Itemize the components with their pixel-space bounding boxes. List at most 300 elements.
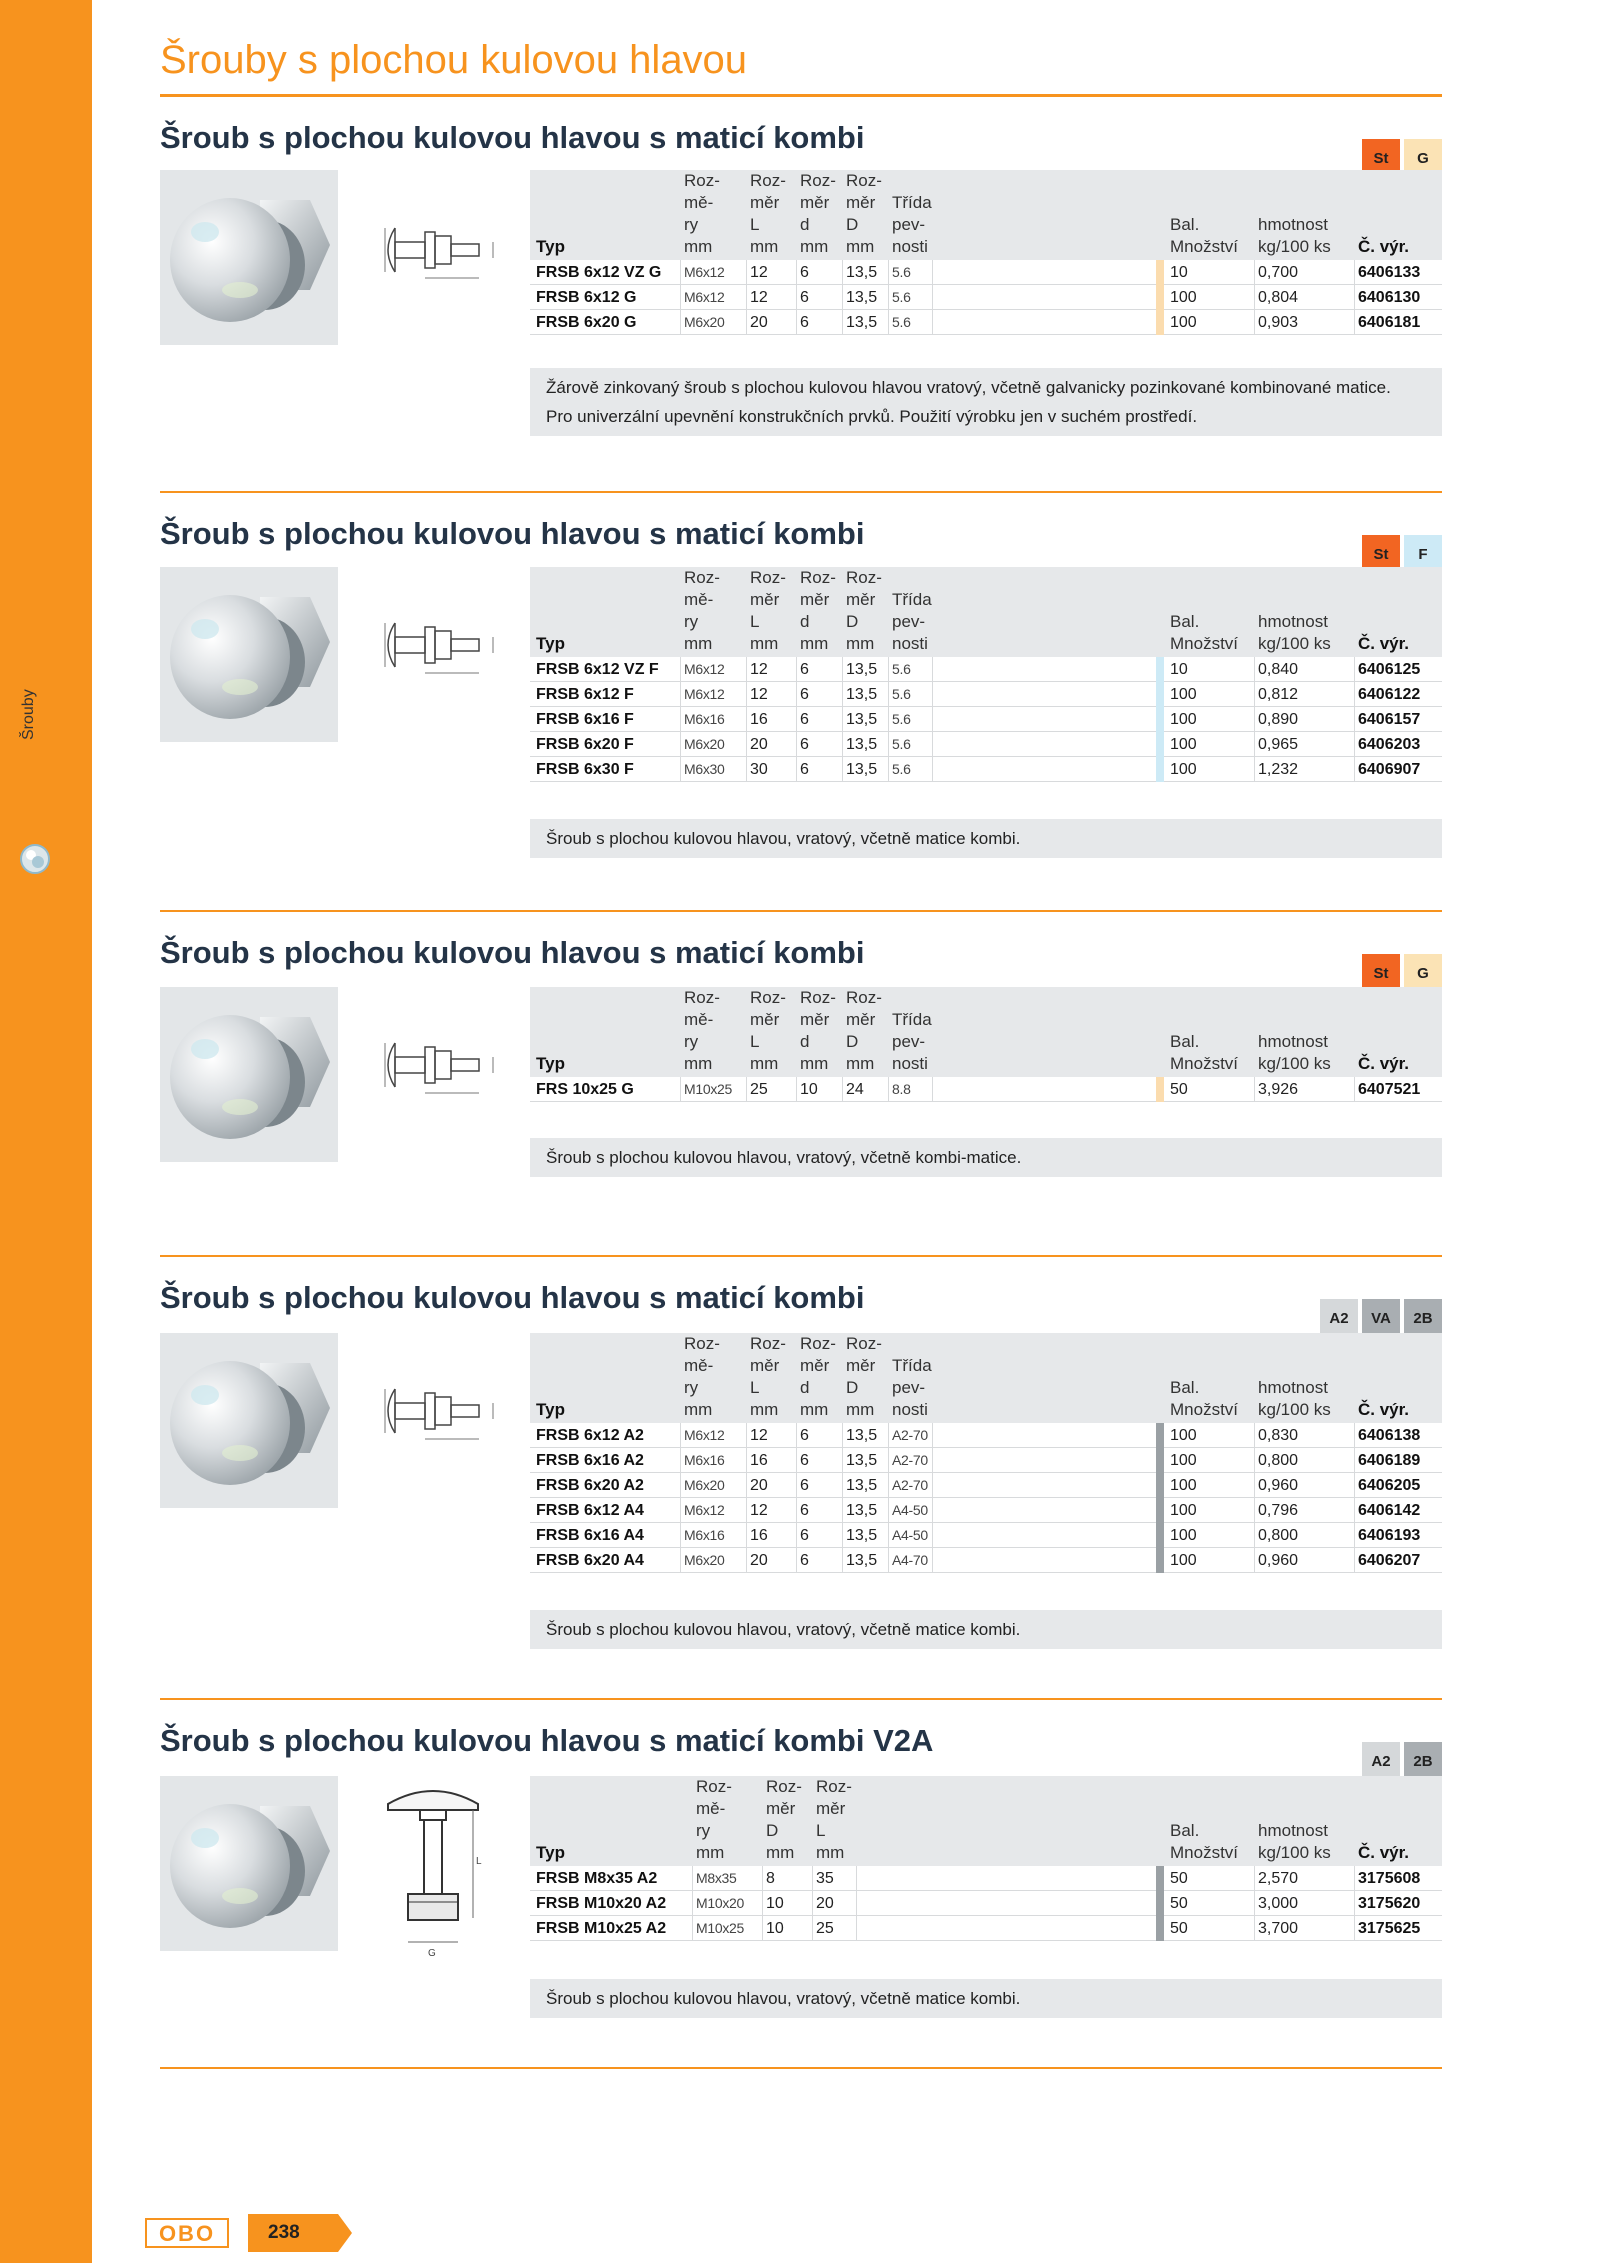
table-header bbox=[530, 1776, 1442, 1866]
column-divider bbox=[932, 285, 933, 310]
header-line: nosti bbox=[892, 1400, 928, 1419]
header-line: Roz- bbox=[846, 171, 882, 190]
cell-typ: FRSB M10x25 A2 bbox=[536, 1920, 667, 1937]
column-divider bbox=[680, 1423, 681, 1448]
header-line: kg/100 ks bbox=[1258, 1843, 1331, 1862]
cell-rozmery: M6x12 bbox=[684, 289, 725, 305]
cell-baleni: 100 bbox=[1170, 711, 1197, 728]
header-hmotnost bbox=[1258, 1377, 1331, 1421]
cell-d: 6 bbox=[800, 314, 809, 331]
column-divider bbox=[1354, 1473, 1355, 1498]
cell-baleni: 50 bbox=[1170, 1870, 1188, 1887]
product-table bbox=[530, 567, 1442, 782]
header-line: Bal. bbox=[1170, 612, 1200, 631]
header-line: hmotnost bbox=[1258, 1032, 1328, 1051]
cell-L: 20 bbox=[750, 1477, 768, 1494]
table-row bbox=[530, 285, 1442, 310]
column-divider bbox=[932, 1423, 933, 1448]
header-line: Roz- bbox=[846, 988, 882, 1007]
cell-hmotnost: 0,700 bbox=[1258, 264, 1299, 281]
header-line: pev- bbox=[892, 612, 926, 631]
cell-trida: A4-70 bbox=[892, 1552, 928, 1568]
header-line: ry bbox=[696, 1821, 711, 1840]
header-line: kg/100 ks bbox=[1258, 634, 1331, 653]
header-line: D bbox=[846, 1032, 859, 1051]
cell-d: 6 bbox=[800, 1527, 809, 1544]
cell-typ: FRSB 6x20 A4 bbox=[536, 1552, 644, 1569]
header-line: Roz- bbox=[846, 1334, 882, 1353]
technical-drawing-icon bbox=[365, 220, 525, 280]
table-row bbox=[530, 1423, 1442, 1448]
cell-typ: FRSB 6x12 A4 bbox=[536, 1502, 644, 1519]
product-photo bbox=[160, 1776, 338, 1951]
column-divider bbox=[746, 1523, 747, 1548]
column-divider bbox=[888, 682, 889, 707]
header-line: mě- bbox=[684, 590, 714, 609]
column-divider bbox=[932, 732, 933, 757]
product-note bbox=[530, 1138, 1442, 1177]
cell-typ: FRSB 6x12 VZ F bbox=[536, 661, 659, 678]
product-note bbox=[530, 819, 1442, 858]
header-line: Roz- bbox=[766, 1777, 802, 1796]
material-badge: A2 bbox=[1362, 1742, 1400, 1780]
table-row bbox=[530, 1866, 1442, 1891]
header-line: Typ bbox=[536, 634, 565, 653]
column-divider bbox=[1254, 1423, 1255, 1448]
product-photo-icon bbox=[160, 1333, 338, 1508]
cell-D: 13,5 bbox=[846, 264, 878, 281]
svg-text:G: G bbox=[428, 1948, 436, 1959]
finish-stripe bbox=[1156, 1523, 1164, 1548]
cell-d: 6 bbox=[800, 661, 809, 678]
cell-d: 6 bbox=[800, 761, 809, 778]
technical-drawing-icon bbox=[365, 615, 525, 675]
cell-d: 6 bbox=[800, 1477, 809, 1494]
column-divider bbox=[1254, 657, 1255, 682]
header-typ bbox=[536, 633, 565, 655]
cell-hmotnost: 2,570 bbox=[1258, 1870, 1299, 1887]
header-d bbox=[800, 567, 836, 655]
column-divider bbox=[746, 732, 747, 757]
cell-D: 24 bbox=[846, 1081, 864, 1098]
header-line: Č. výr. bbox=[1358, 1054, 1410, 1073]
section-title: Šroub s plochou kulovou hlavou s maticí kombi bbox=[160, 516, 865, 551]
column-divider bbox=[680, 1077, 681, 1102]
cell-trida: 8.8 bbox=[892, 1081, 911, 1097]
cell-trida: A2-70 bbox=[892, 1427, 928, 1443]
column-divider bbox=[796, 682, 797, 707]
cell-baleni: 100 bbox=[1170, 1527, 1197, 1544]
header-line: Typ bbox=[536, 1054, 565, 1073]
cell-D: 8 bbox=[766, 1870, 775, 1887]
cell-trida: 5.6 bbox=[892, 264, 911, 280]
table-row bbox=[530, 1523, 1442, 1548]
header-L bbox=[750, 170, 786, 258]
column-divider bbox=[1254, 1891, 1255, 1916]
product-photo-icon bbox=[160, 987, 338, 1162]
header-line: kg/100 ks bbox=[1258, 1054, 1331, 1073]
header-line: D bbox=[766, 1821, 779, 1840]
header-line: měr bbox=[846, 590, 876, 609]
header-cislo-vyrobku bbox=[1358, 1842, 1409, 1864]
column-divider bbox=[680, 707, 681, 732]
cell-typ: FRSB M10x20 A2 bbox=[536, 1895, 667, 1912]
cell-d: 6 bbox=[800, 686, 809, 703]
column-divider bbox=[762, 1891, 763, 1916]
header-line: mm bbox=[846, 634, 875, 653]
header-L bbox=[750, 1333, 786, 1421]
cell-baleni: 100 bbox=[1170, 1477, 1197, 1494]
cell-trida: 5.6 bbox=[892, 661, 911, 677]
svg-text:L: L bbox=[476, 1856, 482, 1867]
column-divider bbox=[680, 1523, 681, 1548]
column-divider bbox=[796, 1523, 797, 1548]
page-number-tab bbox=[248, 2214, 352, 2252]
product-note bbox=[530, 1979, 1442, 2018]
column-divider bbox=[842, 1548, 843, 1573]
header-typ bbox=[536, 1842, 565, 1864]
header-line: hmotnost bbox=[1258, 215, 1328, 234]
cell-cislo-vyrobku: 6406130 bbox=[1358, 289, 1421, 306]
header-line: měr bbox=[816, 1799, 846, 1818]
header-cislo-vyrobku bbox=[1358, 1053, 1409, 1075]
cell-d: 6 bbox=[800, 1552, 809, 1569]
column-divider bbox=[1254, 1448, 1255, 1473]
column-divider bbox=[680, 682, 681, 707]
cell-cislo-vyrobku: 6406189 bbox=[1358, 1452, 1421, 1469]
cell-trida: A2-70 bbox=[892, 1452, 928, 1468]
technical-drawing bbox=[365, 220, 525, 285]
table-row bbox=[530, 732, 1442, 757]
cell-d: 6 bbox=[800, 1502, 809, 1519]
cell-hmotnost: 0,903 bbox=[1258, 314, 1299, 331]
header-line: hmotnost bbox=[1258, 1821, 1328, 1840]
header-line: D bbox=[846, 215, 859, 234]
column-divider bbox=[888, 1423, 889, 1448]
page-number: 238 bbox=[268, 2222, 300, 2243]
cell-cislo-vyrobku: 6407521 bbox=[1358, 1081, 1421, 1098]
finish-stripe bbox=[1156, 1866, 1164, 1891]
header-line: Typ bbox=[536, 1400, 565, 1419]
note-line: Pro univerzální upevnění konstrukčních prvků. Použití výrobku jen v suchém prostředí. bbox=[546, 407, 1198, 426]
header-line: ry bbox=[684, 1032, 699, 1051]
column-divider bbox=[842, 1423, 843, 1448]
header-line: Množství bbox=[1170, 1400, 1239, 1419]
column-divider bbox=[932, 1498, 933, 1523]
column-divider bbox=[1254, 1523, 1255, 1548]
header-line: měr bbox=[800, 1010, 830, 1029]
header-L bbox=[750, 987, 786, 1075]
cell-L: 30 bbox=[750, 761, 768, 778]
column-divider bbox=[746, 310, 747, 335]
column-divider bbox=[1354, 1523, 1355, 1548]
cell-rozmery: M6x20 bbox=[684, 1552, 725, 1568]
column-divider bbox=[692, 1866, 693, 1891]
header-line: d bbox=[800, 215, 810, 234]
header-D bbox=[846, 170, 882, 258]
header-line: Roz- bbox=[684, 1334, 720, 1353]
column-divider bbox=[746, 1423, 747, 1448]
cell-cislo-vyrobku: 6406133 bbox=[1358, 264, 1421, 281]
column-divider bbox=[842, 1498, 843, 1523]
column-divider bbox=[746, 1448, 747, 1473]
header-d bbox=[800, 1333, 836, 1421]
header-line: měr bbox=[750, 1010, 780, 1029]
cell-hmotnost: 3,700 bbox=[1258, 1920, 1299, 1937]
header-baleni bbox=[1170, 214, 1238, 258]
header-line: měr bbox=[846, 193, 876, 212]
cell-d: 6 bbox=[800, 289, 809, 306]
table-row bbox=[530, 757, 1442, 782]
header-line: nosti bbox=[892, 634, 928, 653]
column-divider bbox=[842, 657, 843, 682]
header-line: kg/100 ks bbox=[1258, 237, 1331, 256]
column-divider bbox=[746, 657, 747, 682]
column-divider bbox=[1254, 1866, 1255, 1891]
column-divider bbox=[746, 757, 747, 782]
cell-cislo-vyrobku: 6406138 bbox=[1358, 1427, 1421, 1444]
column-divider bbox=[812, 1891, 813, 1916]
column-divider bbox=[680, 757, 681, 782]
header-line: L bbox=[816, 1821, 826, 1840]
material-badge: 2B bbox=[1404, 1742, 1442, 1780]
cell-L: 16 bbox=[750, 1452, 768, 1469]
product-photo-icon bbox=[160, 170, 338, 345]
header-line: mm bbox=[750, 634, 779, 653]
note-line: Šroub s plochou kulovou hlavou, vratový, včetně matice kombi. bbox=[546, 1620, 1021, 1639]
header-line: měr bbox=[846, 1356, 876, 1375]
header-line: L bbox=[750, 1378, 760, 1397]
cell-cislo-vyrobku: 6406181 bbox=[1358, 314, 1421, 331]
column-divider bbox=[1254, 310, 1255, 335]
header-line: Typ bbox=[536, 237, 565, 256]
column-divider bbox=[842, 707, 843, 732]
header-trida bbox=[892, 192, 932, 258]
section-divider bbox=[160, 910, 1442, 912]
table-row bbox=[530, 657, 1442, 682]
column-divider bbox=[888, 1548, 889, 1573]
cell-typ: FRSB 6x12 A2 bbox=[536, 1427, 644, 1444]
svg-text:OBO: OBO bbox=[158, 2221, 216, 2246]
header-line: měr bbox=[800, 590, 830, 609]
finish-stripe bbox=[1156, 682, 1164, 707]
header-line: Č. výr. bbox=[1358, 634, 1410, 653]
header-line: Roz- bbox=[800, 988, 836, 1007]
header-rozmery bbox=[684, 170, 720, 258]
header-line: měr bbox=[750, 1356, 780, 1375]
section-divider bbox=[160, 491, 1442, 493]
column-divider bbox=[1254, 1077, 1255, 1102]
technical-drawing-icon bbox=[365, 1035, 525, 1095]
header-line: Roz- bbox=[696, 1777, 732, 1796]
cell-L: 20 bbox=[750, 314, 768, 331]
header-line: mě- bbox=[684, 193, 714, 212]
header-line: mm bbox=[846, 237, 875, 256]
screw-category-icon bbox=[18, 842, 52, 876]
column-divider bbox=[932, 707, 933, 732]
header-line: Roz- bbox=[750, 1334, 786, 1353]
column-divider bbox=[796, 1423, 797, 1448]
column-divider bbox=[888, 310, 889, 335]
header-trida bbox=[892, 1009, 932, 1075]
technical-drawing bbox=[365, 615, 525, 680]
header-line: d bbox=[800, 1378, 810, 1397]
header-hmotnost bbox=[1258, 214, 1331, 258]
bottom-divider bbox=[160, 2067, 1442, 2069]
column-divider bbox=[1254, 1498, 1255, 1523]
cell-cislo-vyrobku: 6406907 bbox=[1358, 761, 1421, 778]
material-badge: St bbox=[1362, 954, 1400, 992]
header-d bbox=[800, 170, 836, 258]
column-divider bbox=[932, 1523, 933, 1548]
column-divider bbox=[888, 1523, 889, 1548]
column-divider bbox=[1354, 657, 1355, 682]
cell-baleni: 100 bbox=[1170, 314, 1197, 331]
product-section bbox=[160, 910, 1442, 1168]
header-line: Roz- bbox=[684, 988, 720, 1007]
column-divider bbox=[842, 1523, 843, 1548]
header-D bbox=[846, 567, 882, 655]
header-line: Bal. bbox=[1170, 1378, 1200, 1397]
column-divider bbox=[888, 757, 889, 782]
header-line: Množství bbox=[1170, 1843, 1239, 1862]
column-divider bbox=[796, 1077, 797, 1102]
section-divider bbox=[160, 1698, 1442, 1700]
cell-hmotnost: 3,000 bbox=[1258, 1895, 1299, 1912]
cell-D: 10 bbox=[766, 1920, 784, 1937]
cell-baleni: 10 bbox=[1170, 661, 1188, 678]
finish-stripe bbox=[1156, 757, 1164, 782]
cell-rozmery: M6x20 bbox=[684, 736, 725, 752]
column-divider bbox=[746, 285, 747, 310]
finish-stripe bbox=[1156, 1473, 1164, 1498]
column-divider bbox=[842, 1448, 843, 1473]
table-header bbox=[530, 567, 1442, 657]
column-divider bbox=[932, 310, 933, 335]
cell-d: 6 bbox=[800, 736, 809, 753]
cell-L: 20 bbox=[750, 1552, 768, 1569]
header-line: d bbox=[800, 612, 810, 631]
header-trida bbox=[892, 589, 932, 655]
cell-baleni: 50 bbox=[1170, 1895, 1188, 1912]
header-line: L bbox=[750, 612, 760, 631]
cell-baleni: 50 bbox=[1170, 1081, 1188, 1098]
column-divider bbox=[888, 1077, 889, 1102]
header-line: mě- bbox=[696, 1799, 726, 1818]
page-title: Šrouby s plochou kulovou hlavou bbox=[160, 38, 748, 82]
column-divider bbox=[796, 707, 797, 732]
header-L bbox=[750, 567, 786, 655]
finish-stripe bbox=[1156, 1916, 1164, 1941]
column-divider bbox=[842, 757, 843, 782]
finish-stripe bbox=[1156, 1498, 1164, 1523]
cell-D: 13,5 bbox=[846, 1452, 878, 1469]
header-line: mm bbox=[800, 634, 829, 653]
cell-L: 35 bbox=[816, 1870, 834, 1887]
table-row bbox=[530, 1498, 1442, 1523]
header-line: Roz- bbox=[800, 171, 836, 190]
column-divider bbox=[888, 285, 889, 310]
section-divider bbox=[160, 95, 1442, 97]
cell-D: 13,5 bbox=[846, 1477, 878, 1494]
material-badge: VA bbox=[1362, 1299, 1400, 1337]
column-divider bbox=[680, 732, 681, 757]
header-d bbox=[800, 987, 836, 1075]
column-divider bbox=[1254, 682, 1255, 707]
product-photo-icon bbox=[160, 1776, 338, 1951]
column-divider bbox=[1354, 1498, 1355, 1523]
material-badge: A2 bbox=[1320, 1299, 1358, 1337]
product-table bbox=[530, 987, 1442, 1102]
header-baleni bbox=[1170, 1031, 1238, 1075]
cell-typ: FRSB 6x12 F bbox=[536, 686, 634, 703]
cell-cislo-vyrobku: 3175608 bbox=[1358, 1870, 1421, 1887]
cell-cislo-vyrobku: 6406122 bbox=[1358, 686, 1421, 703]
header-line: Roz- bbox=[800, 1334, 836, 1353]
table-header bbox=[530, 1333, 1442, 1423]
cell-trida: A4-50 bbox=[892, 1527, 928, 1543]
header-line: Roz- bbox=[750, 568, 786, 587]
header-line: mm bbox=[750, 237, 779, 256]
product-section bbox=[160, 95, 1442, 430]
column-divider bbox=[1354, 732, 1355, 757]
cell-typ: FRSB 6x20 A2 bbox=[536, 1477, 644, 1494]
cell-cislo-vyrobku: 6406142 bbox=[1358, 1502, 1421, 1519]
column-divider bbox=[932, 1448, 933, 1473]
column-divider bbox=[746, 1498, 747, 1523]
cell-L: 16 bbox=[750, 711, 768, 728]
cell-rozmery: M6x16 bbox=[684, 1452, 725, 1468]
cell-trida: 5.6 bbox=[892, 761, 911, 777]
column-divider bbox=[1254, 260, 1255, 285]
header-line: mm bbox=[800, 237, 829, 256]
column-divider bbox=[680, 1473, 681, 1498]
header-cislo-vyrobku bbox=[1358, 633, 1409, 655]
cell-d: 10 bbox=[800, 1081, 818, 1098]
column-divider bbox=[1354, 1891, 1355, 1916]
header-typ bbox=[536, 236, 565, 258]
column-divider bbox=[842, 260, 843, 285]
column-divider bbox=[1354, 260, 1355, 285]
cell-D: 13,5 bbox=[846, 1502, 878, 1519]
cell-rozmery: M6x16 bbox=[684, 1527, 725, 1543]
column-divider bbox=[842, 310, 843, 335]
cell-L: 20 bbox=[816, 1895, 834, 1912]
cell-rozmery: M6x12 bbox=[684, 1427, 725, 1443]
cell-D: 13,5 bbox=[846, 314, 878, 331]
header-cislo-vyrobku bbox=[1358, 236, 1409, 258]
column-divider bbox=[1254, 1473, 1255, 1498]
column-divider bbox=[762, 1866, 763, 1891]
header-line: Třída bbox=[892, 193, 932, 212]
cell-D: 13,5 bbox=[846, 761, 878, 778]
cell-rozmery: M6x12 bbox=[684, 686, 725, 702]
note-line: Šroub s plochou kulovou hlavou, vratový, včetně kombi-matice. bbox=[546, 1148, 1022, 1167]
finish-stripe bbox=[1156, 657, 1164, 682]
header-D bbox=[846, 987, 882, 1075]
cell-hmotnost: 0,890 bbox=[1258, 711, 1299, 728]
finish-stripe bbox=[1156, 310, 1164, 335]
table-header bbox=[530, 987, 1442, 1077]
header-line: mm bbox=[846, 1400, 875, 1419]
product-note bbox=[530, 1610, 1442, 1649]
header-typ bbox=[536, 1399, 565, 1421]
header-line: nosti bbox=[892, 237, 928, 256]
header-line: Množství bbox=[1170, 634, 1239, 653]
product-section bbox=[160, 1698, 1442, 2009]
header-line: měr bbox=[766, 1799, 796, 1818]
column-divider bbox=[1354, 1548, 1355, 1573]
